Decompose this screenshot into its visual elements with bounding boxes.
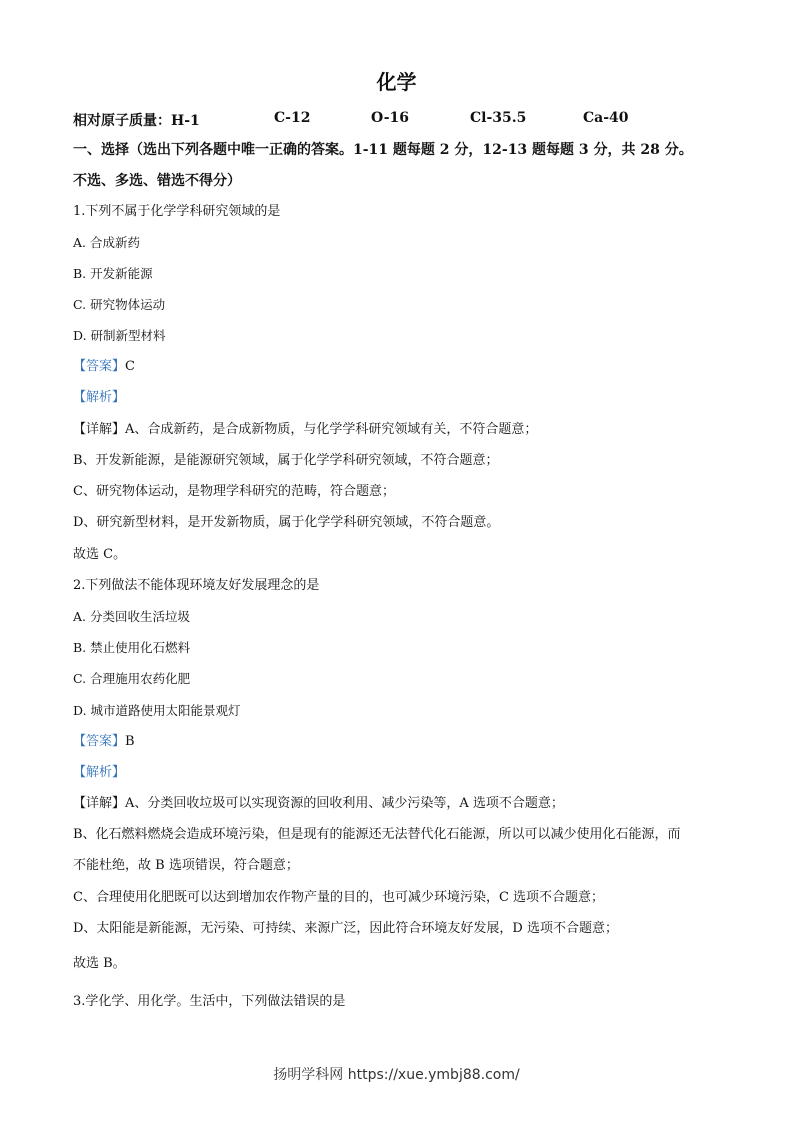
q2-answer-line xyxy=(73,733,733,751)
q1-option-c: C. 研究物体运动 xyxy=(73,297,166,312)
q2-answer: B xyxy=(125,734,135,749)
q2-detail-line-4: C、合理使用化肥既可以达到增加农作物产量的目的，也可减少环境污染，C 选项不合题意； xyxy=(73,890,605,905)
footer-watermark: 扬明学科网 https://xue.ymbj88.com/ xyxy=(273,1067,520,1083)
atomic-mass-c: C-12 xyxy=(274,110,311,126)
q2-stem: 2.下列做法不能体现环境友好发展理念的是 xyxy=(73,578,320,593)
q2-detail-line-1 xyxy=(73,795,733,813)
atomic-mass-o: O-16 xyxy=(371,110,410,126)
q1-option-b: B. 开发新能源 xyxy=(73,266,153,281)
q1-detail-text: A、合成新药，是合成新物质，与化学学科研究领域有关，不符合题意； xyxy=(125,422,538,437)
q3-stem: 3.学化学、用化学。生活中，下列做法错误的是 xyxy=(73,994,346,1009)
q2-detail-tag: 【详解】 xyxy=(73,796,126,811)
q1-answer-tag: 【答案】 xyxy=(73,359,126,374)
q1-option-a: A. 合成新药 xyxy=(73,235,140,250)
q1-detail-tag: 【详解】 xyxy=(73,422,126,437)
q1-option-d: D. 研制新型材料 xyxy=(73,328,166,343)
q1-answer: C xyxy=(125,359,135,374)
q2-detail-line-2: B、化石燃料燃烧会造成环境污染，但是现有的能源还无法替代化石能源，所以可以减少使用化石能源，而 xyxy=(73,827,681,842)
q1-conclusion: 故选 C。 xyxy=(73,547,127,562)
q2-analysis-tag: 【解析】 xyxy=(73,765,126,780)
atomic-mass-cl: Cl-35.5 xyxy=(470,110,527,126)
q2-answer-tag: 【答案】 xyxy=(73,734,126,749)
q2-option-b: B. 禁止使用化石燃料 xyxy=(73,640,191,655)
q1-detail-line-1 xyxy=(73,421,733,439)
atomic-mass-label: 相对原子质量：H-1 xyxy=(73,113,200,129)
q2-conclusion: 故选 B。 xyxy=(73,956,126,971)
q2-detail-text: A、分类回收垃圾可以实现资源的回收利用、减少污染等，A 选项不合题意； xyxy=(125,796,564,811)
q2-option-d: D. 城市道路使用太阳能景观灯 xyxy=(73,703,241,718)
atomic-mass-ca: Ca-40 xyxy=(583,110,629,126)
q1-answer-line xyxy=(73,358,733,376)
q1-detail-line-3: C、研究物体运动，是物理学科研究的范畴，符合题意； xyxy=(73,484,395,499)
q2-detail-line-5: D、太阳能是新能源，无污染、可持续、来源广泛，因此符合环境友好发展，D 选项不合题意； xyxy=(73,921,618,936)
section-heading-line2: 不选、多选、错选不得分） xyxy=(73,173,241,189)
q2-option-c: C. 合理施用农药化肥 xyxy=(73,671,191,686)
page-title: 化学 xyxy=(376,70,417,94)
q1-stem: 1.下列不属于化学学科研究领域的是 xyxy=(73,204,281,219)
q1-detail-line-4: D、研究新型材料，是开发新物质，属于化学学科研究领域，不符合题意。 xyxy=(73,515,500,530)
q1-detail-line-2: B、开发新能源，是能源研究领域，属于化学学科研究领域，不符合题意； xyxy=(73,453,499,468)
atomic-mass-row xyxy=(0,110,793,130)
q1-analysis-tag: 【解析】 xyxy=(73,390,126,405)
q2-option-a: A. 分类回收生活垃圾 xyxy=(73,609,190,624)
q2-detail-line-3: 不能杜绝，故 B 选项错误，符合题意； xyxy=(73,858,299,873)
section-heading-line1: 一、选择（选出下列各题中唯一正确的答案。1-11 题每题 2 分，12-13 题每题 3 分，共 28 分。 xyxy=(73,142,693,158)
